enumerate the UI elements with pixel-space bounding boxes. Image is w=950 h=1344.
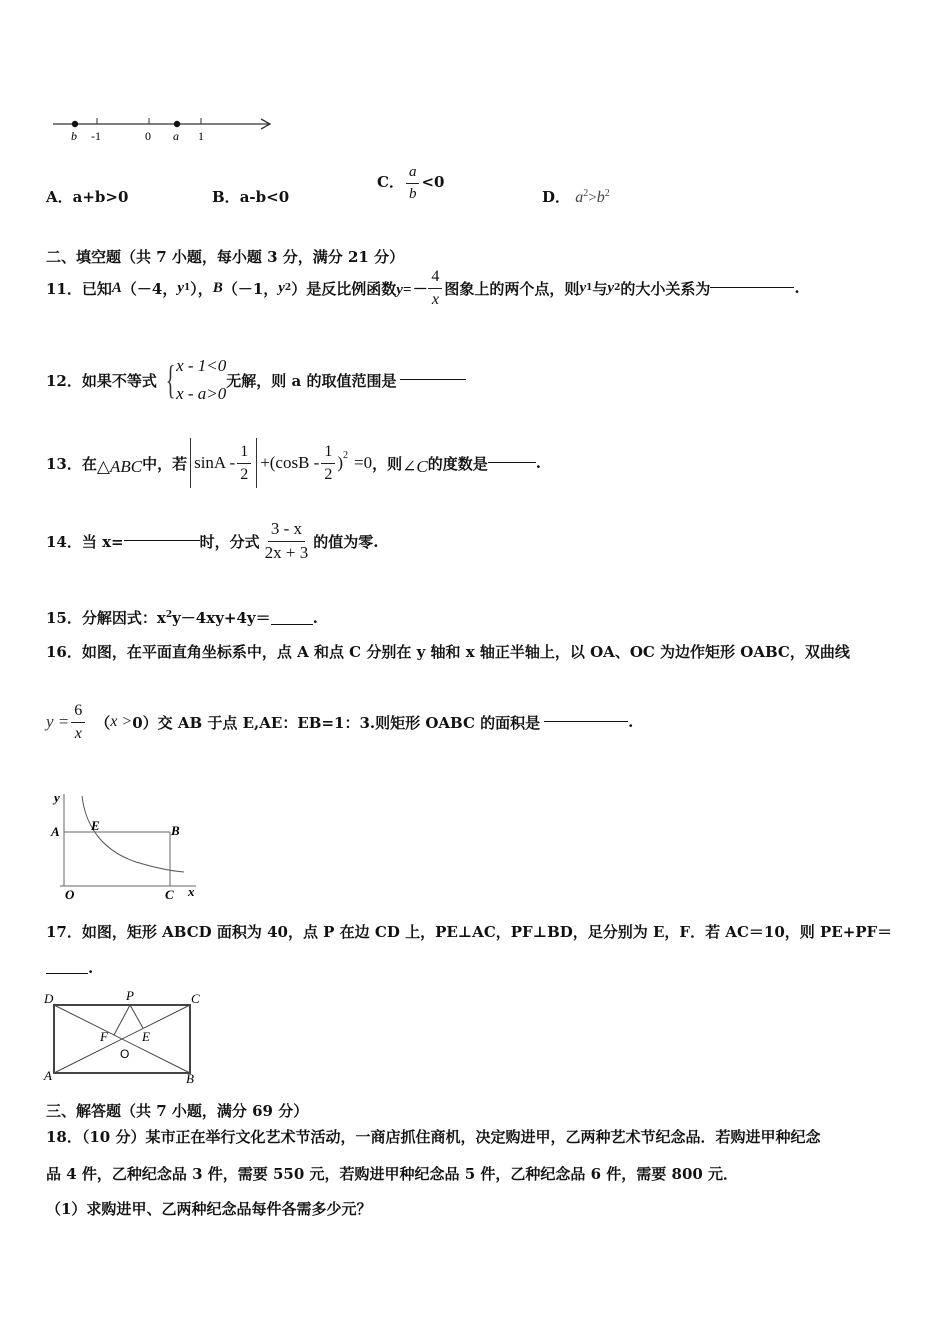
label-1: 1 [198, 129, 204, 143]
answer-blank-13[interactable] [488, 461, 536, 463]
label-0: 0 [145, 129, 151, 143]
label-D: D [44, 991, 54, 1006]
figure-17-rectangle [40, 986, 210, 1088]
label-x: x [188, 884, 195, 899]
point-a [174, 121, 180, 127]
fraction-6-over-x: $\frac{6}{x}$ [71, 702, 85, 742]
fraction-14: $\frac{3 - x}{2x + 3}$ [264, 519, 309, 562]
label-O: O [65, 887, 75, 902]
label-P: P [126, 988, 134, 1003]
label-C: C [191, 991, 200, 1006]
option-a: A．a+b>0 [46, 188, 129, 206]
fraction-4-over-x: $\frac{4}{x}$ [428, 268, 442, 308]
question-16-line1: 16．如图，在平面直角坐标系中，点 A 和点 C 分别在 y 轴和 x 轴正半轴上，以 OA、OC 为边作矩形 OABC，双曲线 [46, 643, 850, 661]
label-A: A [51, 824, 60, 839]
equation-13: sinA - $\frac{1}{2}$ +(cosB - $\frac{1}{2}$ ) $^2$ =0 [187, 438, 372, 488]
hyperbola-curve [82, 796, 184, 872]
option-d: D． $a^2>b^2$ [542, 188, 610, 206]
answer-blank-11[interactable] [710, 286, 794, 288]
inequality-system: { x - 1<0 x - a>0 [165, 356, 227, 403]
question-17-line1: 17．如图，矩形 ABCD 面积为 40，点 P 在边 CD 上，PE⊥AC，PF⊥BD，足分别为 E，F．若 AC＝10，则 PE+PF＝ [46, 923, 893, 941]
section-2-title: 二、填空题（共 7 小题，每小题 3 分，满分 21 分） [46, 248, 405, 266]
section-3-title: 三、解答题（共 7 小题，满分 69 分） [46, 1102, 309, 1120]
question-12: 12． 如果不等式 { x - 1<0 x - a>0 无解，则 a 的取值范围是 [46, 352, 466, 408]
question-14: 14． 当 x= 时，分式 $\frac{3 - x}{2x + 3}$ 的值为零. [46, 519, 379, 562]
label-y: y [54, 790, 60, 805]
segment-pe [130, 1005, 143, 1028]
answer-blank-15[interactable] [271, 623, 313, 625]
label-E: E [91, 818, 100, 833]
point-b [72, 121, 78, 127]
fraction-a-over-b: $\frac{a}{b}$ [406, 164, 420, 202]
question-18-part1: （1）求购进甲、乙两种纪念品每件各需多少元？ [46, 1200, 372, 1218]
option-b: B．a-b<0 [212, 188, 290, 206]
label-A: A [44, 1068, 52, 1083]
label-a: a [173, 129, 179, 143]
question-17-line2: . [46, 959, 93, 977]
label-O: O [120, 1047, 130, 1061]
question-18-line1: 18．（10 分）某市正在举行文化艺术节活动，一商店抓住商机，决定购进甲，乙两种艺术节纪念品．若购进甲种纪念 [46, 1128, 821, 1146]
label-B: B [171, 823, 180, 838]
answer-blank-17[interactable] [46, 972, 88, 974]
question-15: 15．分解因式：$x^2y-4xy+4y=$ . [46, 609, 318, 627]
label-B: B [186, 1071, 194, 1086]
question-11: 11． 已知 A （－4， y 1 ）， B （－1， y 2 ）是反比例函数 y=－ $\frac{4}{x}$ 图象上的两个点，则 y 1 与 y 2 的大小关系为 . [46, 268, 800, 308]
label-E: E [142, 1029, 150, 1044]
label-F: F [100, 1029, 108, 1044]
question-16-line2: y = $\frac{6}{x}$ （ x > 0）交 AB 于点 E,AE：EB=1：3.则矩形 OABC 的面积是 . [46, 702, 634, 742]
figure-16-hyperbola [46, 790, 206, 905]
question-18-line2: 品 4 件，乙种纪念品 3 件，需要 550 元，若购进甲种纪念品 5 件，乙种纪念品 6 件，需要 800 元． [46, 1165, 739, 1183]
label-b: b [71, 129, 77, 143]
segment-pf [114, 1005, 130, 1035]
answer-blank-12[interactable] [400, 378, 466, 380]
option-c: C． $\frac{a}{b}$ <0 [377, 164, 445, 202]
number-line-figure [45, 110, 280, 150]
answer-blank-16[interactable] [544, 720, 628, 722]
label-C: C [165, 887, 174, 902]
answer-blank-14[interactable] [124, 539, 200, 541]
question-13: 13． 在 △ABC 中，若 sinA - $\frac{1}{2}$ +(cosB - $\frac{1}{2}$ ) $^2$ =0 ，则 ∠C 的度数是 . [46, 438, 541, 488]
label-neg1: -1 [91, 129, 101, 143]
